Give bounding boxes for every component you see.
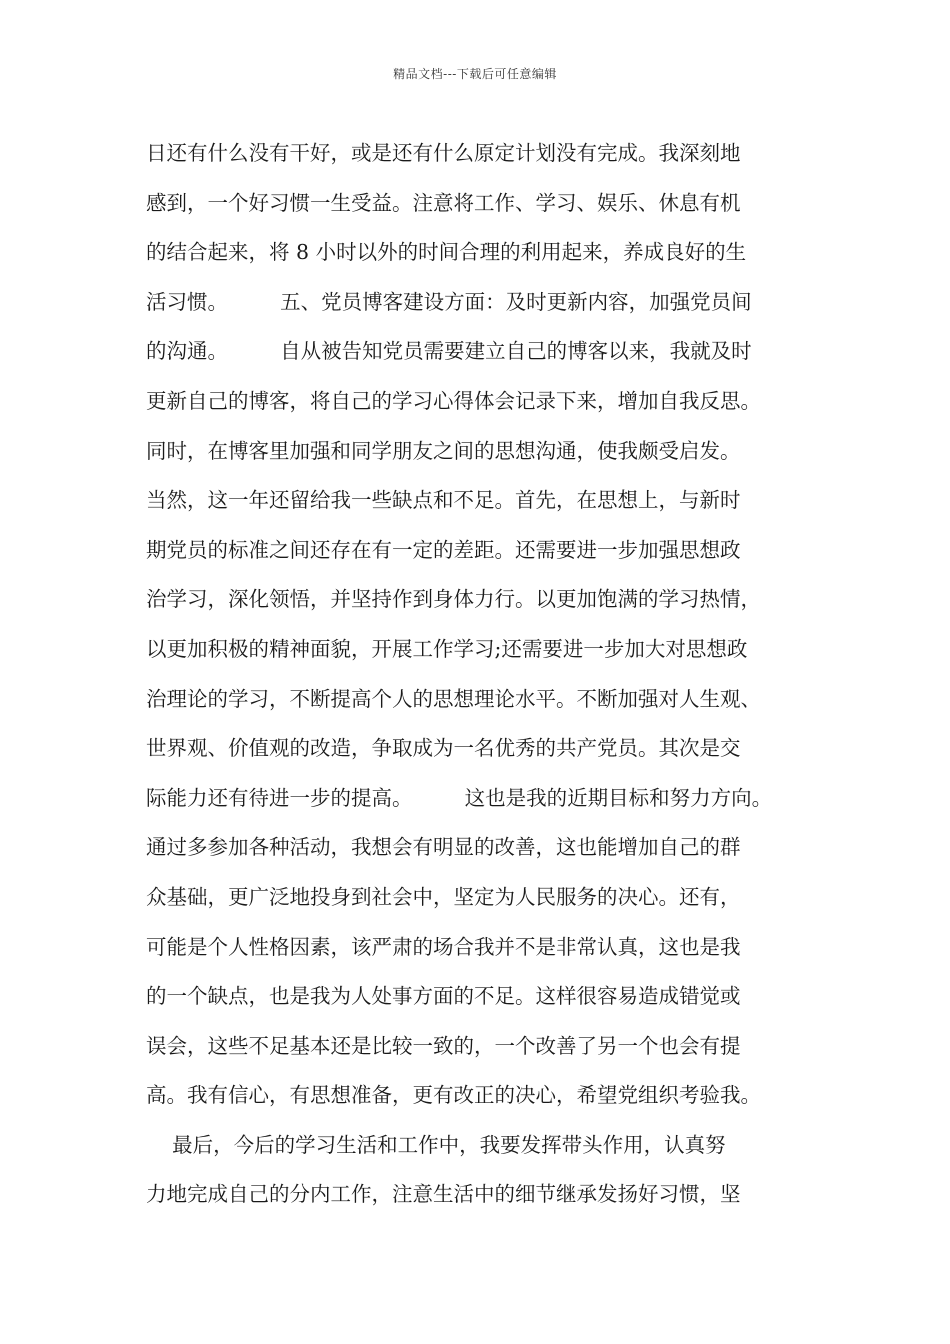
- text-line: 治理论的学习，不断提高个人的思想理论水平。不断加强对人生观、: [146, 686, 761, 711]
- text-line: 力地完成自己的分内工作，注意生活中的细节继承发扬好习惯，坚: [146, 1182, 741, 1207]
- text-line: 以更加积极的精神面貌，开展工作学习;还需要进一步加大对思想政: [146, 636, 748, 661]
- document-body: [146, 129, 826, 1220]
- text-line: 的一个缺点，也是我为人处事方面的不足。这样很容易造成错觉或: [146, 984, 741, 1009]
- text-line: 可能是个人性格因素，该严肃的场合我并不是非常认真，这也是我: [146, 934, 741, 959]
- text-line: 当然，这一年还留给我一些缺点和不足。首先，在思想上，与新时: [146, 488, 741, 513]
- text-line: 感到，一个好习惯一生受益。注意将工作、学习、娱乐、休息有机: [146, 190, 741, 215]
- text-line: 高。我有信心，有思想准备，更有改正的决心，希望党组织考验我。: [146, 1083, 761, 1108]
- text-line: 众基础，更广泛地投身到社会中，坚定为人民服务的决心。还有，: [146, 884, 741, 909]
- text-line: 活习惯。 五、党员博客建设方面：及时更新内容，加强党员间: [146, 289, 752, 314]
- text-line: 最后，今后的学习生活和工作中，我要发挥带头作用，认真努: [146, 1132, 726, 1157]
- text-line: 的沟通。 自从被告知党员需要建立自己的博客以来，我就及时: [146, 339, 752, 364]
- page-header: 精品文档---下载后可任意编辑: [393, 67, 557, 81]
- text-line: 的结合起来，将 8 小时以外的时间合理的利用起来，养成良好的生: [146, 240, 747, 265]
- text-line: 误会，这些不足基本还是比较一致的，一个改善了另一个也会有提: [146, 1033, 741, 1058]
- text-line: 治学习，深化领悟，并坚持作到身体力行。以更加饱满的学习热情，: [146, 587, 761, 612]
- text-line: 期党员的标准之间还存在有一定的差距。还需要进一步加强思想政: [146, 537, 741, 562]
- text-line: 通过多参加各种活动，我想会有明显的改善，这也能增加自己的群: [146, 835, 741, 860]
- text-line: 世界观、价值观的改造，争取成为一名优秀的共产党员。其次是交: [146, 736, 741, 761]
- text-line: 更新自己的博客，将自己的学习心得体会记录下来，增加自我反思。: [146, 388, 761, 413]
- text-line: 际能力还有待进一步的提高。 这也是我的近期目标和努力方向。: [146, 785, 773, 810]
- text-line: 日还有什么没有干好，或是还有什么原定计划没有完成。我深刻地: [146, 141, 741, 165]
- text-line: 同时，在博客里加强和同学朋友之间的思想沟通，使我颇受启发。: [146, 438, 741, 463]
